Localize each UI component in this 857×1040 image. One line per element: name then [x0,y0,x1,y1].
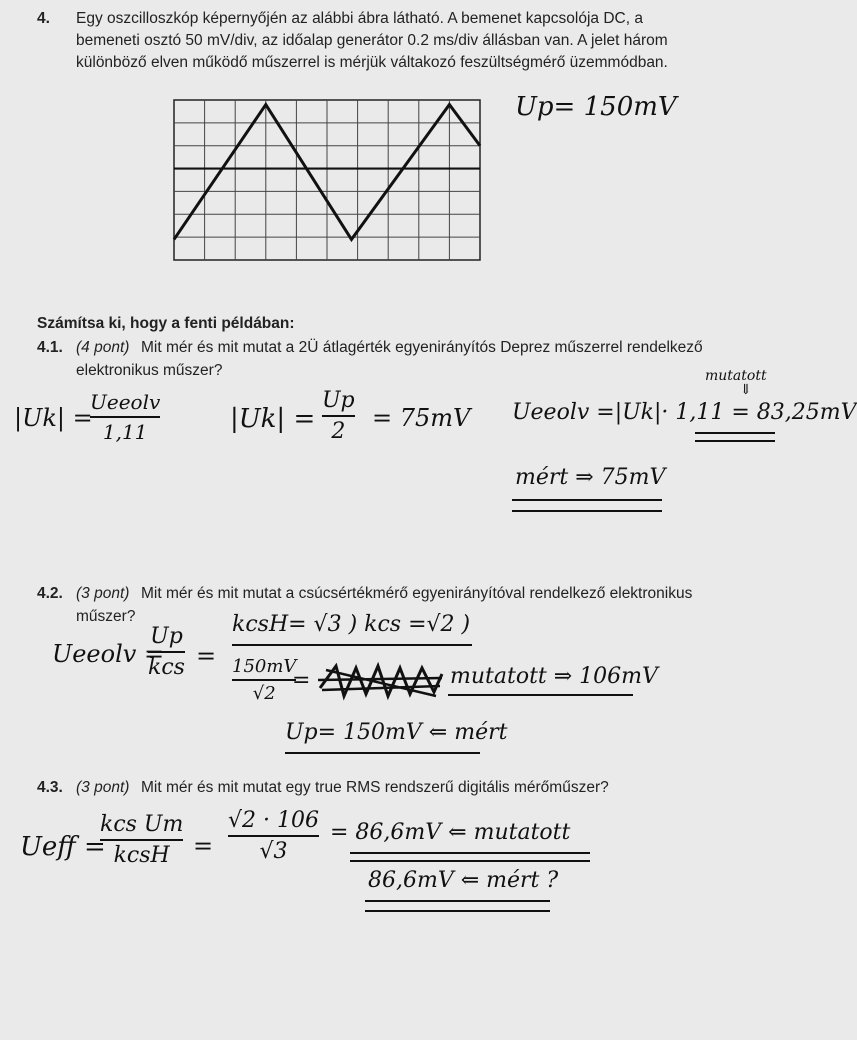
fraction-bar [148,651,185,653]
q43-formula-2-numerator: √2 · 106 [228,808,319,833]
q42-text-line-1: Mit mér és mit mutat a csúcsértékmérő egyenirányítóval rendelkező elektronikus [141,585,693,602]
underline [512,510,662,512]
q42-formula-2-equals: = [292,668,311,693]
q43-formula-fraction [100,812,183,868]
q41-formula-1-fraction [90,390,160,444]
fraction-bar [228,835,319,837]
underline [365,910,550,912]
underline [232,644,472,646]
q43-number: 4.3. [37,779,63,796]
q41-number: 4.1. [37,339,63,356]
scribble [316,660,446,704]
oscilloscope-screen [172,98,482,262]
q43-mutatott: = 86,6mV ⇐ mutatott [330,820,571,845]
q42-formula-lhs: Ueeolv = [52,640,165,668]
underline [448,694,633,696]
q41-formula-2-denominator: 2 [331,419,346,444]
q42-mert: Up= 150mV ⇐ mért [285,720,508,745]
q42-formula-denominator: kcs [148,655,185,680]
q42-number: 4.2. [37,585,63,602]
q42-formula-2-numerator: 150mV [232,656,297,677]
underline [350,852,590,854]
q43-formula-denominator: kcsH [113,843,170,868]
q42-formula-2-denominator: √2 [252,683,276,704]
fraction-bar [232,679,296,681]
q42-formula-equals: = [196,642,217,670]
q41-formula-1-denominator: 1,11 [102,420,148,444]
q41-formula-1-lhs: |Uk| = [14,404,93,432]
underline [695,440,775,442]
underline [512,499,662,501]
q41-points: (4 pont) [76,339,130,356]
q42-crest-factors: kcsH= √3 ) kcs =√2 ) [232,612,471,637]
q41-formula-2-numerator: Up [322,388,355,413]
fraction-bar [90,416,160,418]
problem-text [76,8,756,74]
q41-text-line-1: Mit mér és mit mutat a 2Ü átlagérték egyenirányítós Deprez műszerrel rendelkező [141,339,703,356]
q42-formula-2-fraction [232,656,296,704]
q41-text-line-2: elektronikus műszer? [76,362,223,379]
q42-mutatott: mutatott ⇒ 106mV [450,664,658,689]
q41-mert: mért ⇒ 75mV [515,465,666,490]
q41-formula-3: Ueeolv =|Uk|· 1,11 = 83,25mV [512,400,857,425]
underline [285,752,480,754]
fraction-bar [100,839,183,841]
q41-formula-2-fraction [322,388,355,444]
q41-mutatott-label: mutatott [705,368,767,384]
problem-line-3: különböző elven működő műszerrel is mérjük váltakozó feszültségmérő üzemmódban. [76,54,668,71]
problem-line-1: Egy oszcilloszkóp képernyőjén az alábbi ábra látható. A bemenet kapcsolója DC, a [76,10,643,27]
q43-formula-numerator: kcs Um [100,812,184,837]
up-note: Up= 150mV [515,92,677,122]
q43-formula-equals: = [193,832,214,860]
underline [695,432,775,434]
q41-formula-2-rhs: = 75mV [372,404,471,432]
q41-formula-1-numerator: Ueeolv [90,390,161,414]
fraction-bar [322,415,355,417]
section-heading: Számítsa ki, hogy a fenti példában: [37,315,295,332]
q43-text-line-1: Mit mér és mit mutat egy true RMS rendszerű digitális mérőműszer? [141,779,609,796]
problem-line-2: bemeneti osztó 50 mV/div, az időalap generátor 0.2 ms/div állásban van. A jelet három [76,32,668,49]
q42-formula-numerator: Up [150,624,183,649]
underline [350,860,590,862]
q43-formula-2-denominator: √3 [259,839,288,864]
q42-text-line-2: műszer? [76,608,136,625]
problem-number: 4. [37,10,50,27]
q43-mert: 86,6mV ⇐ mért ? [368,868,559,893]
q41-mutatott-arrow: ⇓ [740,382,752,398]
q42-points: (3 pont) [76,585,130,602]
underline [365,900,550,902]
q43-formula-lhs: Ueff = [20,832,106,862]
q43-points: (3 pont) [76,779,130,796]
q42-formula-fraction [148,624,185,680]
q41-formula-2-lhs: |Uk| = [230,404,316,434]
q43-formula-2-fraction [228,808,319,864]
